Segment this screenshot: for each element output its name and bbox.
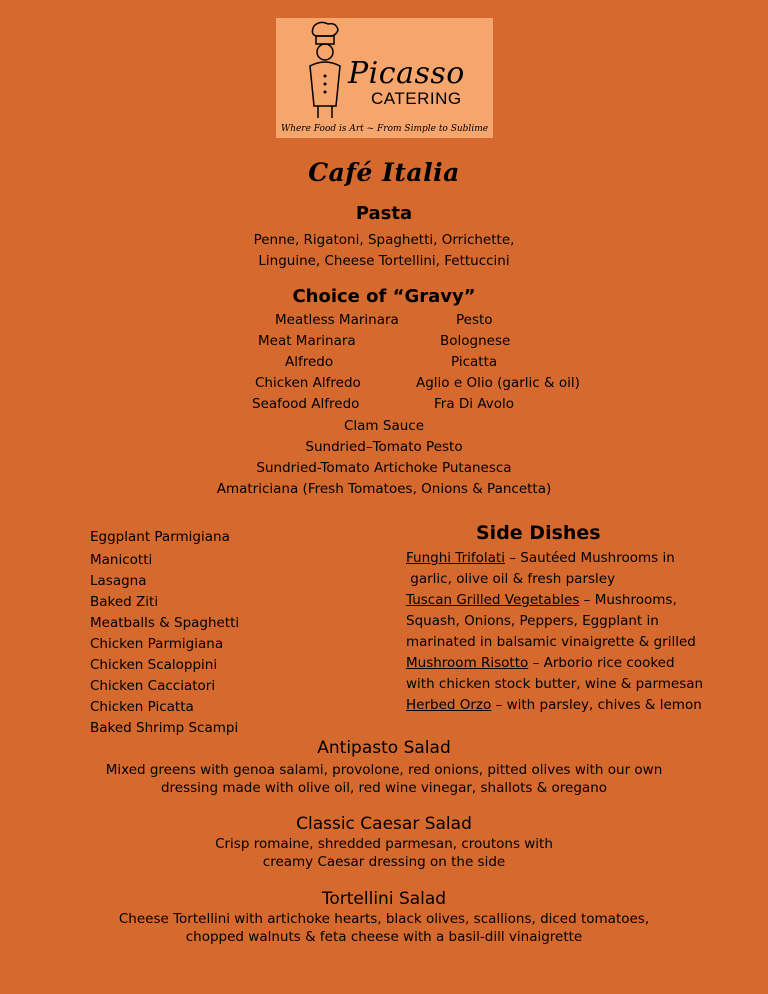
salad-desc: Cheese Tortellini with artichoke hearts, black olives, scallions, diced tomatoes, <box>118 911 650 927</box>
gravy-left-2: Meat Marinara <box>258 333 356 349</box>
entree-item: Chicken Parmigiana <box>90 636 224 652</box>
logo-sub: CATERING <box>371 89 462 108</box>
side-item-cont: with chicken stock butter, wine & parmesan <box>406 676 704 692</box>
gravy-heading: Choice of “Gravy” <box>292 286 476 307</box>
gravy-single-3: Sundried-Tomato Artichoke Putanesca <box>256 460 512 476</box>
pasta-line-1: Penne, Rigatoni, Spaghetti, Orrichette, <box>253 232 515 248</box>
gravy-right-1: Pesto <box>456 312 493 328</box>
logo-tagline: Where Food is Art ~ From Simple to Sublime <box>280 124 489 134</box>
gravy-left-1: Meatless Marinara <box>275 312 399 328</box>
side-item-line <box>406 653 703 674</box>
entree-item: Baked Ziti <box>90 594 159 610</box>
salad-name: Classic Caesar Salad <box>296 814 472 834</box>
side-item-name: Funghi Trifolati <box>406 550 505 566</box>
gravy-right-3: Picatta <box>451 354 498 370</box>
logo-brand: Picasso <box>348 56 465 91</box>
entree-item: Chicken Picatta <box>90 699 194 715</box>
side-item-line <box>406 548 703 569</box>
sides-list <box>406 548 703 716</box>
side-item-line <box>406 695 703 716</box>
entree-item: Baked Shrimp Scampi <box>90 720 239 736</box>
picasso-catering-logo <box>276 18 493 138</box>
sides-heading: Side Dishes <box>476 522 601 544</box>
entree-item: Eggplant Parmigiana <box>90 529 230 545</box>
salad-desc: creamy Caesar dressing on the side <box>262 854 506 870</box>
side-item-cont: marinated in balsamic vinaigrette & grilled <box>406 634 696 650</box>
entree-item: Chicken Cacciatori <box>90 678 216 694</box>
gravy-right-5: Fra Di Avolo <box>434 396 515 412</box>
menu-title: Café Italia <box>308 158 460 187</box>
entree-item: Manicotti <box>90 552 153 568</box>
salad-desc: Mixed greens with genoa salami, provolone, red onions, pitted olives with our own <box>105 762 663 778</box>
pasta-line-2: Linguine, Cheese Tortellini, Fettuccini <box>258 253 510 269</box>
gravy-left-4: Chicken Alfredo <box>255 375 361 391</box>
side-item-cont: Squash, Onions, Peppers, Eggplant in <box>406 613 659 629</box>
side-item-desc: – Mushrooms, <box>579 592 677 608</box>
side-item-name: Tuscan Grilled Vegetables <box>406 592 580 608</box>
gravy-single-2: Sundried–Tomato Pesto <box>305 439 463 455</box>
entree-list <box>90 527 239 739</box>
gravy-right-4: Aglio e Olio (garlic & oil) <box>416 375 580 391</box>
side-item-name: Herbed Orzo <box>406 697 492 713</box>
salad-desc: dressing made with olive oil, red wine vinegar, shallots & oregano <box>160 780 608 796</box>
salad-name: Tortellini Salad <box>321 889 447 909</box>
salad-name: Antipasto Salad <box>317 738 451 758</box>
entree-item: Chicken Scaloppini <box>90 657 218 673</box>
side-item-name: Mushroom Risotto <box>406 655 529 671</box>
gravy-single-1: Clam Sauce <box>343 418 425 434</box>
side-item-desc: – with parsley, chives & lemon <box>491 697 702 713</box>
salad-desc: chopped walnuts & feta cheese with a basil-dill vinaigrette <box>185 929 583 945</box>
gravy-single-4: Amatriciana (Fresh Tomatoes, Onions & Pancetta) <box>216 481 552 497</box>
chef-illustration-icon <box>296 20 356 120</box>
side-item-desc: – Sautéed Mushrooms in <box>504 550 675 566</box>
pasta-heading: Pasta <box>355 203 413 224</box>
entree-item: Lasagna <box>90 573 147 589</box>
gravy-left-5: Seafood Alfredo <box>252 396 360 412</box>
gravy-left-3: Alfredo <box>285 354 334 370</box>
gravy-right-2: Bolognese <box>440 333 511 349</box>
entree-item: Meatballs & Spaghetti <box>90 615 240 631</box>
side-item-line <box>406 590 703 611</box>
side-item-desc: – Arborio rice cooked <box>528 655 675 671</box>
side-item-cont: garlic, olive oil & fresh parsley <box>406 571 616 587</box>
salad-desc: Crisp romaine, shredded parmesan, croutons with <box>215 836 553 852</box>
